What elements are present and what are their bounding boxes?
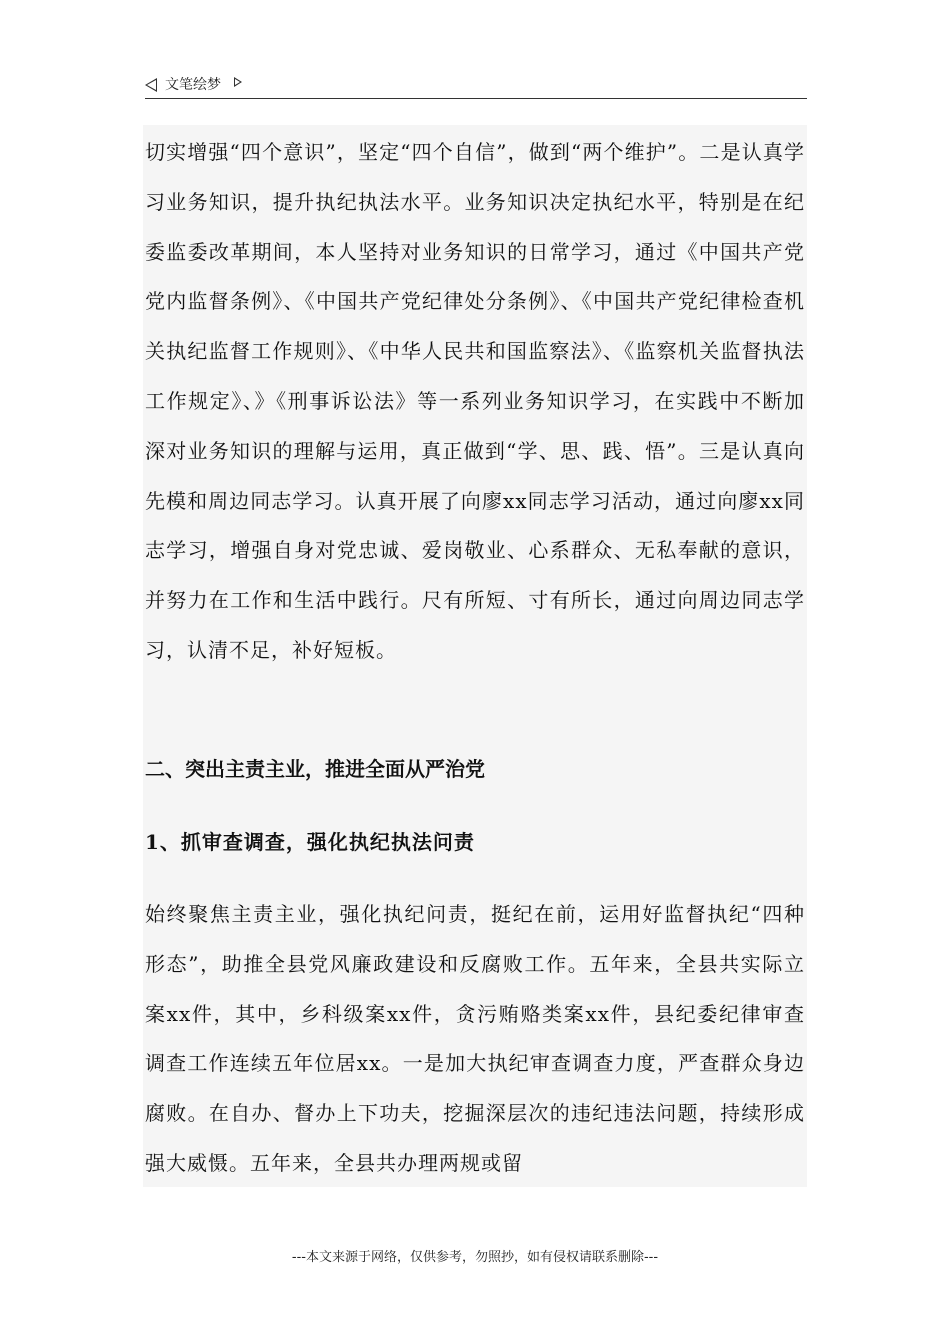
triangle-right-icon [234,77,242,87]
section-heading: 二、突出主责主业，推进全面从严治党 [145,757,485,781]
subsection-heading: 1、抓审查调查，强化执纪执法问责 [145,830,475,854]
body-paragraph-2: 始终聚焦主责主业，强化执纪问责，挺纪在前，运用好监督执纪“四种形态”，助推全县党风廉政建设和反腐败工作。五年来，全县共实际立案xx件，其中，乡科级案xx件，贪污贿赂类案xx件，县纪委纪律审查调查工作连续五年位居xx。一是加大执纪审查调查力度，严查群众身边腐败。在自办、督办上下功夫，挖掘深层次的违纪违法问题，持续形成强大威慑。五年来，全县共办理两规或留 [145,902,805,1175]
body-paragraph-1: 切实增强“四个意识”，坚定“四个自信”，做到“两个维护”。二是认真学习业务知识，提升执纪执法水平。业务知识决定执纪水平，特别是在纪委监委改革期间，本人坚持对业务知识的日常学习，通过《中国共产党党内监督条例》、《中国共产党纪律处分条例》、《中国共产党纪律检查机关执纪监督工作规则》、《中华人民共和国监察法》、《监察机关监督执法工作规定》、》《刑事诉讼法》等一系列业务知识学习，在实践中不断加深对业务知识的理解与运用，真正做到“学、思、践、悟”。三是认真向先模和周边同志学习。认真开展了向廖xx同志学习活动，通过向廖xx同志学习，增强自身对党忠诚、爱岗敬业、心系群众、无私奉献的意识，并努力在工作和生活中践行。尺有所短、寸有所长，通过向周边同志学习，认清不足，补好短板。 [145,140,805,662]
triangle-left-icon [145,78,157,92]
document-body [143,125,807,1187]
footer-notice: ---本文来源于网络，仅供参考，勿照抄，如有侵权请联系删除--- [291,1250,659,1265]
page-header [145,72,807,99]
header-brand: 文笔绘梦 [165,77,221,93]
